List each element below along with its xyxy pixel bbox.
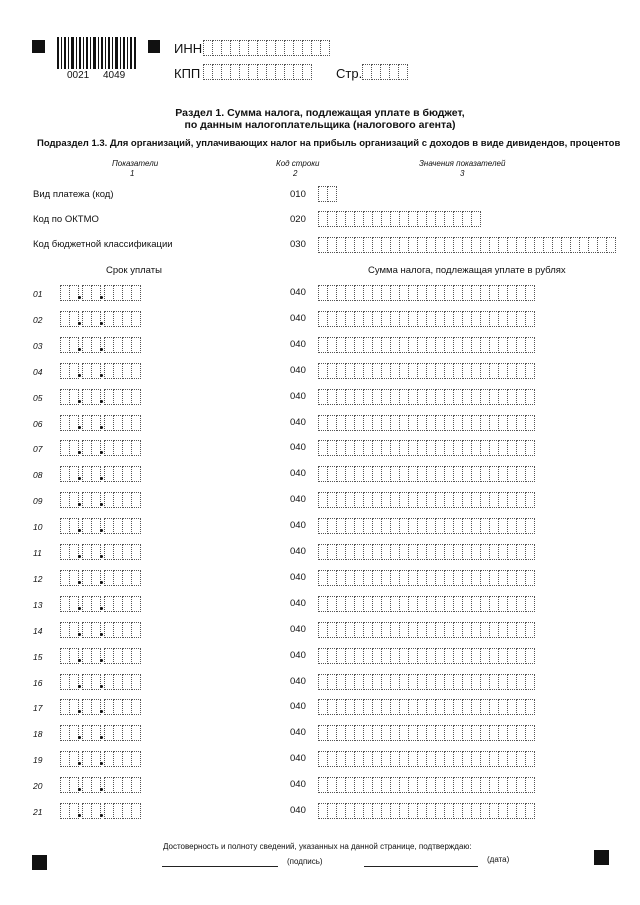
- row-line-code: 040: [290, 649, 306, 661]
- tax-sum-cell[interactable]: [525, 440, 535, 456]
- tax-sum-input[interactable]: [318, 492, 534, 508]
- date-label: (дата): [487, 855, 510, 864]
- date-separator-dot: [78, 699, 82, 715]
- due-date-input[interactable]: [60, 518, 140, 534]
- payment-type-input[interactable]: [318, 186, 336, 202]
- row-line-code: 040: [290, 571, 306, 583]
- row-line-code: 040: [290, 753, 306, 765]
- column-indicators: Показатели: [112, 159, 159, 168]
- tax-sum-cell[interactable]: [525, 777, 535, 793]
- date-separator-dot: [100, 596, 104, 612]
- corner-marker-bottom-right: [594, 850, 609, 865]
- column-indicators-number: 1: [130, 169, 135, 178]
- inn-label: ИНН: [174, 41, 203, 56]
- column-values-number: 3: [460, 169, 465, 178]
- due-date-cell[interactable]: [131, 751, 141, 767]
- row-line-code: 040: [290, 701, 306, 713]
- column-line-code: Код строки: [276, 159, 320, 168]
- tax-sum-input[interactable]: [318, 285, 534, 301]
- row-line-code: 040: [290, 390, 306, 402]
- oktmo-label: Код по ОКТМО: [33, 214, 99, 225]
- due-date-cell[interactable]: [131, 337, 141, 353]
- row-number: 18: [33, 729, 43, 740]
- row-number: 16: [33, 677, 43, 688]
- date-separator-dot: [100, 674, 104, 690]
- tax-sum-cell[interactable]: [525, 492, 535, 508]
- due-date-cell[interactable]: [131, 674, 141, 690]
- row-line-code: 040: [290, 546, 306, 557]
- due-date-cell[interactable]: [131, 777, 141, 793]
- date-separator-dot: [78, 751, 82, 767]
- date-separator-dot: [100, 440, 104, 456]
- date-separator-dot: [78, 415, 82, 431]
- kbk-label: Код бюджетной классификации: [33, 239, 173, 250]
- date-separator-dot: [78, 440, 82, 456]
- date-separator-dot: [100, 803, 104, 819]
- due-date-input[interactable]: [60, 648, 140, 664]
- payment-type-code: 010: [290, 189, 306, 200]
- due-date-input[interactable]: [60, 337, 140, 353]
- date-separator-dot: [78, 622, 82, 638]
- tax-sum-cell[interactable]: [525, 622, 535, 638]
- date-separator-dot: [100, 363, 104, 379]
- date-separator-dot: [78, 596, 82, 612]
- tax-sum-input[interactable]: [318, 803, 534, 819]
- tax-sum-cell[interactable]: [525, 363, 535, 379]
- date-separator-dot: [78, 648, 82, 664]
- row-number: 20: [33, 781, 43, 792]
- date-separator-dot: [100, 725, 104, 741]
- due-date-input[interactable]: [60, 777, 140, 793]
- due-date-cell[interactable]: [131, 363, 141, 379]
- due-date-input[interactable]: [60, 466, 140, 482]
- row-number: 15: [33, 651, 43, 662]
- tax-sum-input[interactable]: [318, 518, 534, 534]
- due-date-input[interactable]: [60, 751, 140, 767]
- page-cell[interactable]: [398, 64, 408, 80]
- payment-type-label: Вид платежа (код): [33, 189, 114, 200]
- row-number: 10: [33, 522, 43, 533]
- date-separator-dot: [78, 518, 82, 534]
- due-date-input[interactable]: [60, 803, 140, 819]
- kpp-cell[interactable]: [302, 64, 312, 80]
- due-date-cell[interactable]: [131, 518, 141, 534]
- inn-cell[interactable]: [320, 40, 330, 56]
- due-date-cell[interactable]: [131, 466, 141, 482]
- tax-sum-header: Сумма налога, подлежащая уплате в рублях: [368, 265, 566, 276]
- date-separator-dot: [78, 285, 82, 301]
- tax-sum-input[interactable]: [318, 363, 534, 379]
- due-date-cell[interactable]: [131, 311, 141, 327]
- tax-sum-input[interactable]: [318, 674, 534, 690]
- date-separator-dot: [78, 492, 82, 508]
- tax-sum-cell[interactable]: [525, 751, 535, 767]
- inn-input[interactable]: [203, 40, 329, 56]
- kpp-input[interactable]: [203, 64, 311, 80]
- row-number: 14: [33, 625, 43, 636]
- date-separator-dot: [100, 518, 104, 534]
- section-title-line1: Раздел 1. Сумма налога, подлежащая уплате в бюджет,: [175, 107, 465, 119]
- row-number: 09: [33, 496, 43, 507]
- tax-sum-cell[interactable]: [525, 389, 535, 405]
- barcode-number-left: 0021: [67, 70, 90, 81]
- due-date-cell[interactable]: [131, 285, 141, 301]
- tax-sum-input[interactable]: [318, 440, 534, 456]
- row-number: 01: [33, 289, 43, 299]
- row-number: 13: [33, 599, 43, 610]
- due-date-input[interactable]: [60, 725, 140, 741]
- date-separator-dot: [100, 544, 104, 560]
- date-separator-dot: [78, 674, 82, 690]
- due-date-cell[interactable]: [131, 699, 141, 715]
- due-date-cell[interactable]: [131, 725, 141, 741]
- tax-sum-input[interactable]: [318, 415, 534, 431]
- kbk-cell[interactable]: [606, 237, 616, 253]
- corner-marker-bottom-left: [32, 855, 47, 870]
- tax-sum-input[interactable]: [318, 311, 534, 327]
- due-date-input[interactable]: [60, 285, 140, 301]
- barcode-number-right: 4049: [103, 70, 126, 81]
- due-date-input[interactable]: [60, 311, 140, 327]
- due-date-cell[interactable]: [131, 596, 141, 612]
- due-date-input[interactable]: [60, 440, 140, 456]
- row-number: 21: [33, 807, 43, 817]
- due-date-cell[interactable]: [131, 544, 141, 560]
- kbk-code: 030: [290, 239, 306, 250]
- row-line-code: 040: [290, 416, 306, 428]
- tax-sum-input[interactable]: [318, 337, 534, 353]
- date-separator-dot: [100, 311, 104, 327]
- row-line-code: 040: [290, 805, 306, 816]
- date-line[interactable]: [364, 866, 478, 867]
- tax-sum-input[interactable]: [318, 389, 534, 405]
- date-separator-dot: [100, 622, 104, 638]
- row-line-code: 040: [290, 779, 306, 791]
- page-label: Стр.: [336, 66, 363, 81]
- row-line-code: 040: [290, 675, 306, 687]
- tax-sum-cell[interactable]: [525, 311, 535, 327]
- tax-sum-cell[interactable]: [525, 466, 535, 482]
- tax-sum-cell[interactable]: [525, 596, 535, 612]
- tax-sum-input[interactable]: [318, 466, 534, 482]
- date-separator-dot: [100, 570, 104, 586]
- tax-sum-cell[interactable]: [525, 699, 535, 715]
- due-date-input[interactable]: [60, 389, 140, 405]
- date-separator-dot: [100, 699, 104, 715]
- date-separator-dot: [78, 544, 82, 560]
- row-number: 12: [33, 573, 43, 584]
- column-values: Значения показателей: [419, 159, 506, 168]
- page-number-input[interactable]: [362, 64, 407, 80]
- date-separator-dot: [78, 363, 82, 379]
- date-separator-dot: [78, 389, 82, 405]
- tax-sum-cell[interactable]: [525, 570, 535, 586]
- tax-sum-input[interactable]: [318, 596, 534, 612]
- row-line-code: 040: [290, 468, 306, 480]
- oktmo-input[interactable]: [318, 211, 480, 227]
- due-date-cell[interactable]: [131, 648, 141, 664]
- row-line-code: 040: [290, 597, 306, 609]
- date-separator-dot: [100, 751, 104, 767]
- due-date-header: Срок уплаты: [106, 265, 162, 276]
- date-separator-dot: [100, 415, 104, 431]
- tax-sum-cell[interactable]: [525, 544, 535, 560]
- oktmo-cell[interactable]: [471, 211, 481, 227]
- tax-sum-input[interactable]: [318, 648, 534, 664]
- due-date-input[interactable]: [60, 544, 140, 560]
- column-line-code-number: 2: [293, 169, 298, 178]
- barcode: [57, 37, 137, 69]
- due-date-input[interactable]: [60, 363, 140, 379]
- row-number: 11: [33, 548, 42, 558]
- tax-sum-cell[interactable]: [525, 337, 535, 353]
- row-number: 19: [33, 755, 43, 766]
- tax-sum-cell[interactable]: [525, 725, 535, 741]
- tax-sum-cell[interactable]: [525, 518, 535, 534]
- date-separator-dot: [100, 285, 104, 301]
- row-line-code: 040: [290, 442, 306, 454]
- row-line-code: 040: [290, 623, 306, 635]
- date-separator-dot: [78, 803, 82, 819]
- row-number: 03: [33, 340, 43, 351]
- row-line-code: 040: [290, 338, 306, 350]
- due-date-cell[interactable]: [131, 803, 141, 819]
- row-line-code: 040: [290, 520, 306, 532]
- date-separator-dot: [100, 648, 104, 664]
- tax-sum-input[interactable]: [318, 725, 534, 741]
- row-number: 02: [33, 314, 43, 325]
- row-number: 17: [33, 703, 43, 714]
- date-separator-dot: [78, 570, 82, 586]
- tax-sum-input[interactable]: [318, 751, 534, 767]
- date-separator-dot: [78, 725, 82, 741]
- date-separator-dot: [78, 311, 82, 327]
- due-date-cell[interactable]: [131, 415, 141, 431]
- row-number: 07: [33, 444, 43, 455]
- row-line-code: 040: [290, 727, 306, 739]
- confirmation-text: Достоверность и полноту сведений, указанных на данной странице, подтверждаю:: [163, 842, 472, 851]
- tax-sum-input[interactable]: [318, 544, 534, 560]
- kpp-label: КПП: [174, 66, 201, 81]
- tax-sum-cell[interactable]: [525, 674, 535, 690]
- tax-sum-cell[interactable]: [525, 648, 535, 664]
- date-separator-dot: [100, 492, 104, 508]
- row-number: 04: [33, 366, 43, 377]
- tax-sum-input[interactable]: [318, 570, 534, 586]
- date-separator-dot: [100, 777, 104, 793]
- due-date-input[interactable]: [60, 570, 140, 586]
- date-separator-dot: [78, 777, 82, 793]
- date-separator-dot: [100, 389, 104, 405]
- tax-sum-cell[interactable]: [525, 285, 535, 301]
- due-date-input[interactable]: [60, 492, 140, 508]
- row-number: 06: [33, 418, 43, 429]
- row-line-code: 040: [290, 287, 306, 298]
- due-date-input[interactable]: [60, 674, 140, 690]
- due-date-cell[interactable]: [131, 492, 141, 508]
- tax-sum-cell[interactable]: [525, 415, 535, 431]
- subsection-title: Подраздел 1.3. Для организаций, уплачивающих налог на прибыль организаций с доходов в виде дивидендов, процентов: [37, 138, 621, 149]
- tax-sum-cell[interactable]: [525, 803, 535, 819]
- due-date-cell[interactable]: [131, 440, 141, 456]
- tax-sum-input[interactable]: [318, 699, 534, 715]
- tax-sum-input[interactable]: [318, 622, 534, 638]
- corner-marker-top-mid: [148, 40, 160, 53]
- due-date-input[interactable]: [60, 415, 140, 431]
- tax-sum-input[interactable]: [318, 777, 534, 793]
- due-date-cell[interactable]: [131, 622, 141, 638]
- date-separator-dot: [100, 466, 104, 482]
- date-separator-dot: [78, 466, 82, 482]
- kbk-input[interactable]: [318, 237, 615, 253]
- due-date-input[interactable]: [60, 699, 140, 715]
- signature-label: (подпись): [287, 857, 323, 866]
- section-title-line2: по данным налогоплательщика (налогового агента): [184, 119, 456, 131]
- row-line-code: 040: [290, 312, 306, 324]
- signature-line[interactable]: [162, 866, 278, 867]
- oktmo-code: 020: [290, 214, 306, 225]
- row-number: 08: [33, 470, 43, 481]
- date-separator-dot: [78, 337, 82, 353]
- payment-type-cell[interactable]: [327, 186, 337, 202]
- due-date-input[interactable]: [60, 596, 140, 612]
- row-number: 05: [33, 392, 43, 403]
- date-separator-dot: [100, 337, 104, 353]
- due-date-input[interactable]: [60, 622, 140, 638]
- due-date-cell[interactable]: [131, 570, 141, 586]
- corner-marker-top-left: [32, 40, 45, 53]
- row-line-code: 040: [290, 494, 306, 506]
- due-date-cell[interactable]: [131, 389, 141, 405]
- row-line-code: 040: [290, 364, 306, 376]
